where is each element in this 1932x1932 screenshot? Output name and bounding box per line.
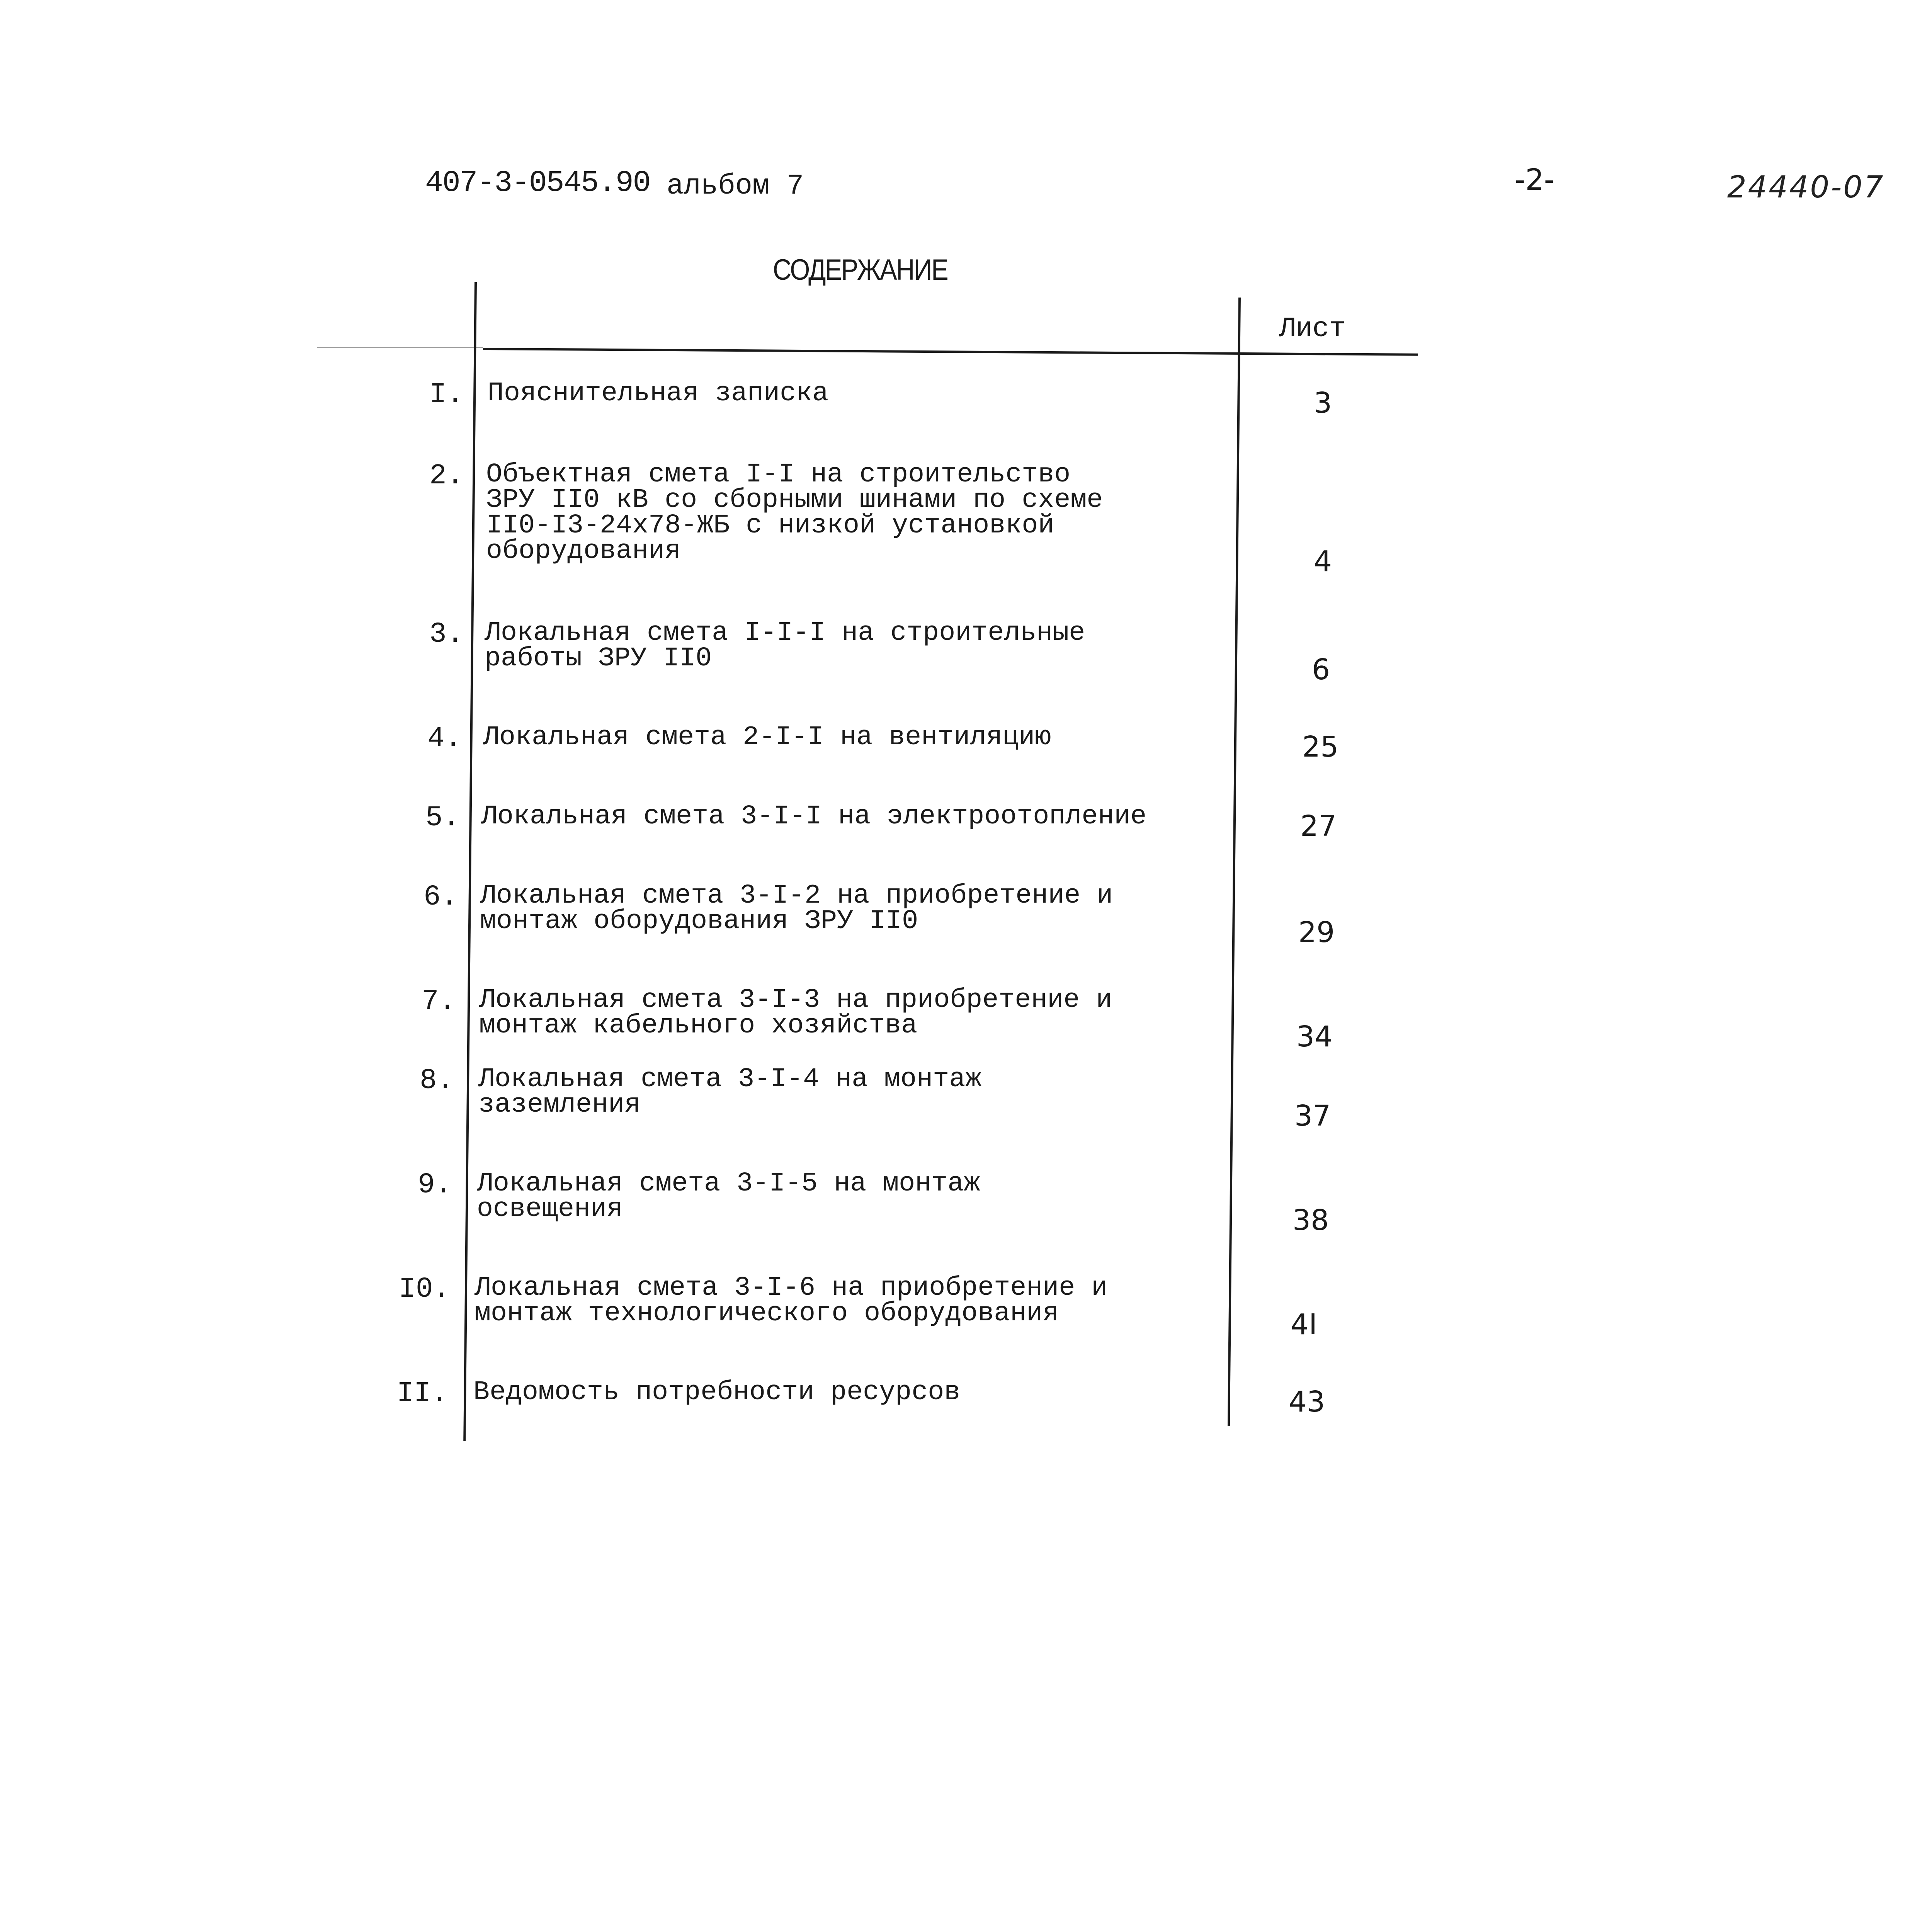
toc-item-title bbox=[480, 881, 1113, 937]
left-column-rule bbox=[463, 282, 477, 1441]
toc-item-title-line: Ведомость потребности ресурсов bbox=[473, 1377, 961, 1408]
toc-item-sheet: 43 bbox=[1289, 1385, 1325, 1418]
toc-item-number: 5. bbox=[425, 802, 460, 834]
toc-item-number: I. bbox=[429, 379, 464, 411]
toc-item-sheet: 6 bbox=[1312, 653, 1330, 686]
toc-item-title-line: освещения bbox=[477, 1194, 623, 1225]
toc-item-title-line: Локальная смета 3-I-5 на монтаж bbox=[477, 1168, 980, 1199]
toc-item-title bbox=[481, 801, 1147, 832]
toc-item-number: 2. bbox=[429, 460, 464, 492]
sheet-column-header: Лист bbox=[1279, 313, 1346, 345]
toc-item-title-line: Локальная смета 3-I-2 на приобретение и bbox=[480, 881, 1113, 911]
toc-item-sheet: 4 bbox=[1314, 545, 1332, 578]
toc-item-title bbox=[486, 459, 1103, 566]
toc-item-title bbox=[479, 985, 1112, 1041]
toc-item-sheet: 25 bbox=[1302, 730, 1339, 764]
page-number: -2- bbox=[1515, 162, 1555, 197]
toc-item-title-line: Локальная смета 3-I-6 на приобретение и bbox=[474, 1273, 1108, 1303]
toc-item-title-line: Локальная смета 3-I-I на электроотопление bbox=[481, 801, 1147, 832]
toc-item-title bbox=[477, 1168, 980, 1225]
toc-item-title-line: ЗРУ II0 кВ со сборными шинами по схеме bbox=[486, 485, 1103, 515]
toc-item-title-line: Пояснительная записка bbox=[488, 378, 829, 409]
toc-item-sheet: 4I bbox=[1291, 1308, 1317, 1341]
right-column-rule bbox=[1228, 298, 1241, 1426]
toc-item-sheet: 3 bbox=[1314, 386, 1332, 420]
toc-item-title bbox=[473, 1377, 961, 1408]
toc-item-title-line: Объектная смета I-I на строительство bbox=[486, 459, 1071, 490]
toc-item-title-line: Локальная смета 3-I-4 на монтаж bbox=[478, 1064, 982, 1095]
album-label: альбом 7 bbox=[667, 170, 804, 202]
toc-item-title-line: монтаж кабельного хозяйства bbox=[479, 1010, 918, 1041]
toc-item-number: 7. bbox=[422, 985, 456, 1018]
document-code: 407-3-0545.90 bbox=[425, 166, 650, 200]
toc-item-title bbox=[483, 722, 1051, 753]
toc-item-title-line: заземления bbox=[478, 1090, 641, 1120]
toc-item-title bbox=[474, 1273, 1108, 1329]
toc-item-number: I0. bbox=[398, 1273, 450, 1306]
toc-item-number: 9. bbox=[418, 1169, 452, 1201]
toc-item-title bbox=[478, 1064, 982, 1120]
toc-item-sheet: 34 bbox=[1296, 1020, 1333, 1053]
toc-item-title-line: II0-I3-24х78-ЖБ с низкой установкой bbox=[486, 510, 1054, 541]
toc-item-title-line: оборудования bbox=[486, 536, 681, 566]
toc-item-title-line: Локальная смета I-I-I на строительные bbox=[485, 618, 1085, 648]
toc-item-title bbox=[488, 378, 829, 409]
toc-item-number: 8. bbox=[420, 1065, 454, 1097]
toc-title: СОДЕРЖАНИЕ bbox=[773, 253, 948, 286]
handwritten-stamp: 24440-07 bbox=[1727, 170, 1885, 205]
toc-item-sheet: 38 bbox=[1293, 1204, 1329, 1237]
toc-item-title-line: монтаж оборудования ЗРУ II0 bbox=[480, 906, 918, 937]
toc-item-number: 3. bbox=[429, 618, 464, 651]
toc-item-number: 6. bbox=[423, 881, 458, 913]
toc-item-title-line: Локальная смета 2-I-I на вентиляцию bbox=[483, 722, 1051, 753]
toc-item-sheet: 29 bbox=[1298, 916, 1335, 949]
toc-item-title-line: монтаж технологического оборудования bbox=[474, 1298, 1059, 1329]
toc-item-title bbox=[485, 618, 1085, 674]
header-rule bbox=[483, 348, 1418, 356]
toc-item-number: II. bbox=[396, 1378, 448, 1410]
toc-item-sheet: 37 bbox=[1294, 1099, 1331, 1133]
toc-item-sheet: 27 bbox=[1300, 810, 1337, 843]
header-rule-stub bbox=[317, 347, 483, 348]
toc-item-title-line: Локальная смета 3-I-3 на приобретение и bbox=[479, 985, 1112, 1015]
toc-item-number: 4. bbox=[427, 723, 462, 755]
toc-item-title-line: работы ЗРУ II0 bbox=[485, 643, 712, 674]
